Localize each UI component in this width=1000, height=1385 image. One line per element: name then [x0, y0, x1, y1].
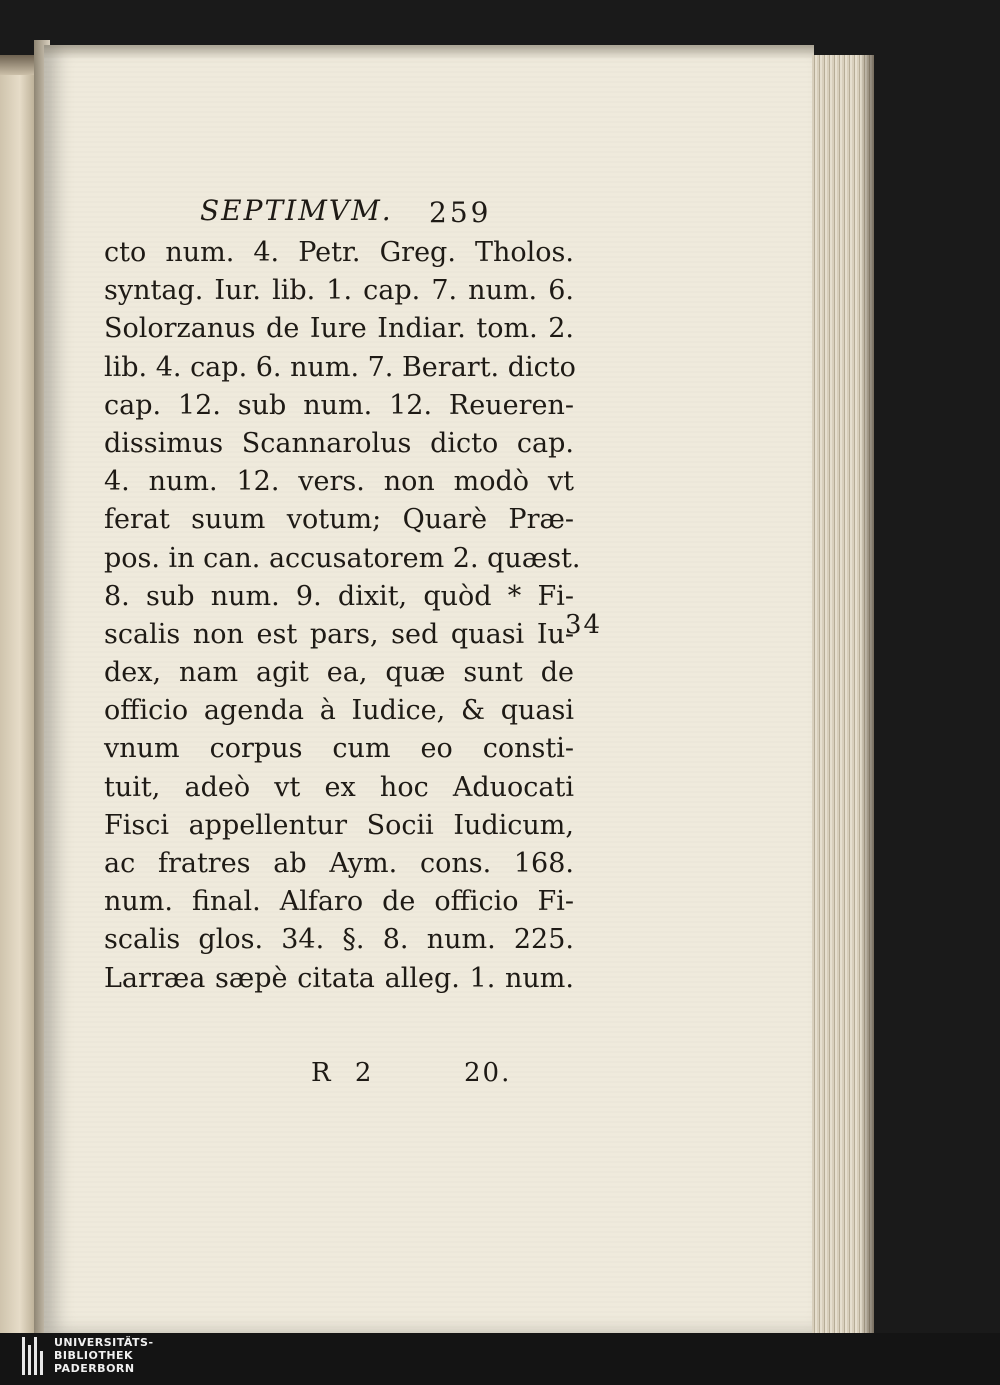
text-line: ac fratres ab Aym. cons. 168.: [104, 848, 574, 879]
text-line: 4. num. 12. vers. non modò vt: [104, 466, 574, 498]
text-block: [104, 188, 581, 1088]
catchword: 20.: [464, 1058, 512, 1088]
text-line: syntag. Iur. lib. 1. cap. 7. num. 6.: [104, 275, 574, 307]
margin-note: 34: [565, 610, 603, 640]
text-line: scalis glos. 34. §. 8. num. 225.: [104, 924, 574, 956]
text-line: pos. in can. accusatorem 2. quæst.: [104, 542, 581, 574]
text-line: num. final. Alfaro de officio Fi-: [104, 886, 574, 918]
text-line: cto num. 4. Petr. Greg. Tholos.: [104, 237, 574, 268]
text-line: Solorzanus de Iure Indiar. tom. 2.: [104, 313, 574, 345]
page-top-shadow: [44, 45, 814, 59]
library-logo-text: [54, 1336, 254, 1375]
text-line: 8. sub num. 9. dixit, quòd * Fi-: [104, 580, 574, 612]
running-title: SEPTIMVM.: [200, 194, 393, 227]
page-number: 259: [429, 196, 492, 229]
text-line: scalis non est pars, sed quasi Iu-: [104, 618, 574, 650]
logo-line-1: UNIVERSITÄTS-: [54, 1336, 154, 1349]
text-line: Larræa sæpè citata alleg. 1. num.: [104, 962, 574, 994]
page-footer: [104, 1058, 574, 1098]
text-line: ferat suum votum; Quarè Præ-: [104, 504, 574, 536]
text-line: cap. 12. sub num. 12. Reueren-: [104, 389, 574, 421]
text-line: officio agenda à Iudice, & quasi: [104, 695, 574, 727]
logo-line-3: PADERBORN: [54, 1362, 135, 1375]
page-edges-shade: [860, 55, 874, 1333]
text-line: dissimus Scannarolus dicto cap.: [104, 427, 574, 459]
library-logo-icon: [22, 1337, 50, 1375]
logo-line-2: BIBLIOTHEK: [54, 1349, 134, 1362]
left-page-top-shadow: [0, 55, 36, 75]
left-page-edge: [0, 55, 36, 1333]
page-header: [104, 188, 574, 234]
text-line: vnum corpus cum eo consti-: [104, 733, 574, 765]
text-line: lib. 4. cap. 6. num. 7. Berart. dicto: [104, 351, 576, 383]
page-edges: [812, 55, 874, 1333]
signature-mark: R 2: [311, 1058, 380, 1088]
text-line: Fisci appellentur Socii Iudicum,: [104, 809, 574, 841]
text-line: dex, nam agit ea, quæ sunt de: [104, 657, 574, 689]
text-line: tuit, adeò vt ex hoc Aduocati: [104, 771, 574, 803]
body-text: [104, 234, 581, 998]
